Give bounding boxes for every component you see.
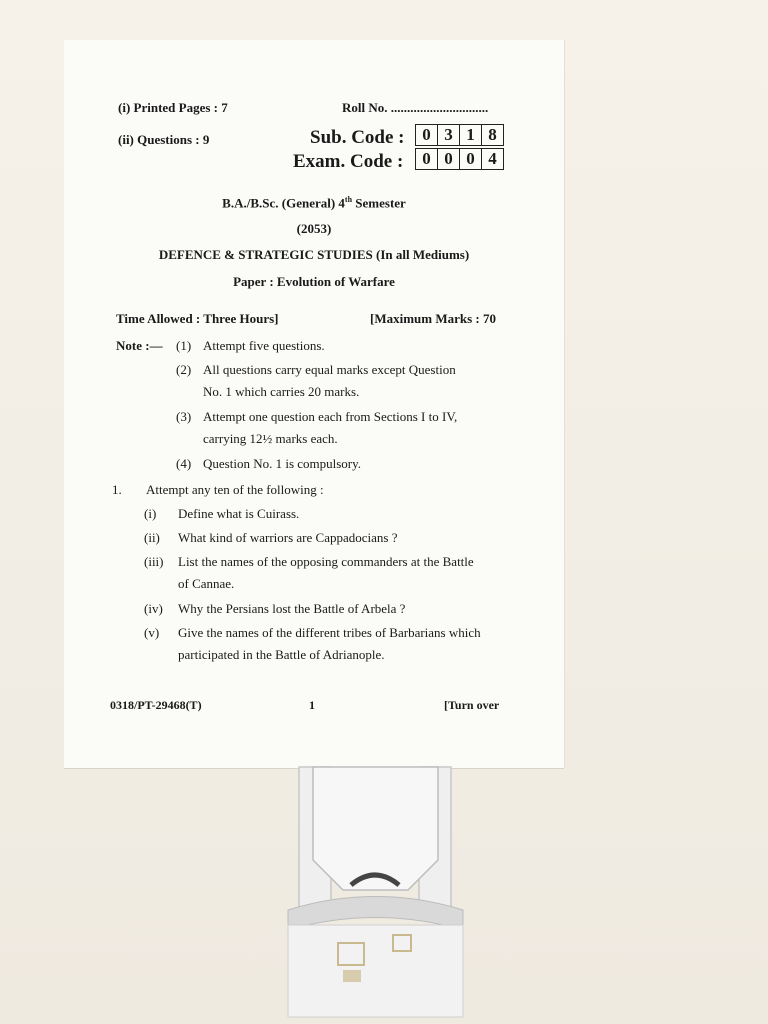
part-num: (v)	[144, 625, 160, 640]
note-label: Note :—	[116, 338, 163, 353]
question-intro: Attempt any ten of the following :	[146, 482, 324, 497]
sub-code-digit: 3	[438, 125, 460, 145]
program-line	[64, 195, 564, 211]
note-text: No. 1 which carries 20 marks.	[203, 384, 360, 399]
part-num: (iii)	[144, 554, 164, 569]
maximum-marks: [Maximum Marks : 70	[370, 311, 497, 326]
subject-title: DEFENCE & STRATEGIC STUDIES (In all Mediums)	[158, 247, 470, 262]
sub-code-label: Sub. Code :	[310, 127, 405, 148]
part-text: Why the Persians lost the Battle of Arbela ?	[178, 601, 406, 616]
note-text: Attempt five questions.	[203, 338, 325, 353]
note-num: (4)	[176, 456, 192, 471]
paper-holder-clip-icon	[283, 765, 468, 1020]
part-num: (iv)	[144, 601, 163, 616]
year: (2053)	[296, 221, 332, 236]
turn-over: [Turn over	[444, 698, 500, 712]
part-text: List the names of the opposing commanders at the Battle	[178, 554, 474, 569]
part-text: Define what is Cuirass.	[178, 506, 300, 521]
exam-code-digit: 4	[488, 149, 497, 168]
note-text: Attempt one question each from Sections I to IV,	[203, 409, 458, 424]
program-tail: Semester	[352, 195, 406, 211]
exam-code-digit: 0	[438, 149, 460, 169]
exam-code-digit: 0	[460, 149, 482, 169]
sub-code-boxes	[415, 124, 504, 146]
sub-code-digit: 0	[416, 125, 438, 145]
paper-code: 0318/PT-29468(T)	[110, 698, 202, 712]
part-num: (ii)	[144, 530, 160, 545]
time-allowed: Time Allowed : Three Hours]	[116, 311, 279, 326]
part-text: What kind of warriors are Cappadocians ?	[178, 530, 398, 545]
note-num: (1)	[176, 338, 192, 353]
note-num: (2)	[176, 362, 192, 377]
note-text: carrying 12½ marks each.	[203, 431, 338, 446]
program-text: B.A./B.Sc. (General) 4	[222, 195, 345, 211]
note-num: (3)	[176, 409, 192, 424]
page-number: 1	[309, 698, 315, 712]
note-text: All questions carry equal marks except Question	[203, 362, 456, 377]
sub-code-digit: 1	[460, 125, 482, 145]
program-superscript: th	[344, 195, 353, 204]
questions-count: (ii) Questions : 9	[118, 132, 210, 147]
part-text: participated in the Battle of Adrianople.	[178, 647, 385, 662]
sub-code-digit: 8	[488, 125, 497, 144]
exam-code-digit: 0	[416, 149, 438, 169]
exam-paper	[64, 40, 564, 768]
note-text: Question No. 1 is compulsory.	[203, 456, 362, 471]
part-num: (i)	[144, 506, 157, 521]
printed-pages: (i) Printed Pages : 7	[118, 100, 228, 115]
paper-title: Paper : Evolution of Warfare	[233, 274, 395, 289]
part-text: Give the names of the different tribes of Barbarians which	[178, 625, 481, 640]
exam-code-label: Exam. Code :	[293, 151, 404, 172]
part-text: of Cannae.	[178, 576, 235, 591]
exam-code-boxes	[415, 148, 504, 170]
roll-no: Roll No. ..............................	[342, 100, 489, 115]
question-number: 1.	[112, 482, 122, 497]
